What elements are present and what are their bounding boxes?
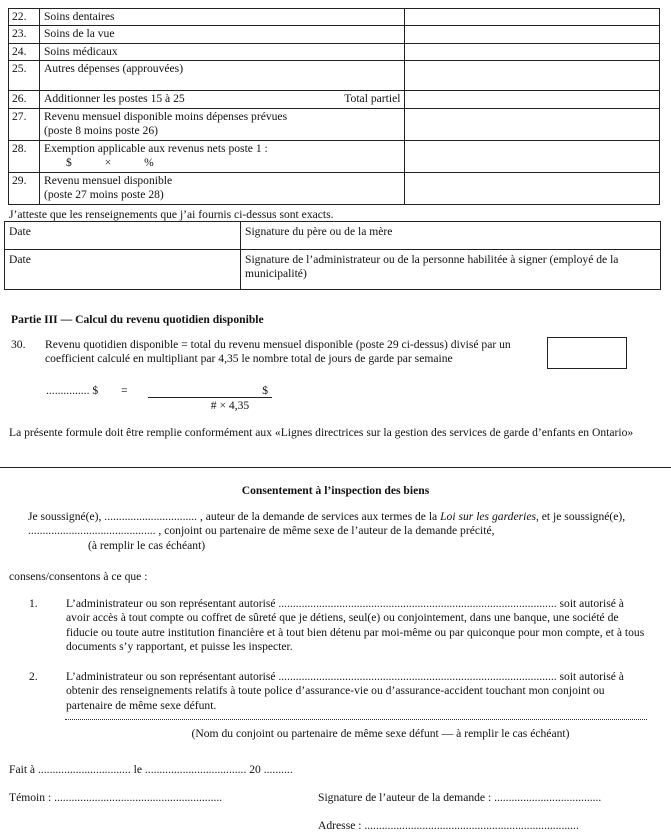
- times-sign: ×: [104, 156, 112, 170]
- row-label-cell: [39, 172, 404, 204]
- table-row: [9, 61, 660, 91]
- row-label-cell: [39, 108, 404, 140]
- row-label: Soins de la vue: [39, 26, 404, 43]
- item-30: [11, 338, 541, 367]
- amount-field[interactable]: [405, 9, 660, 26]
- amount-field[interactable]: [405, 108, 660, 140]
- amount-field[interactable]: [405, 43, 660, 60]
- place-date-line[interactable]: Fait à ................................ le ................................... 20 ..........: [9, 763, 293, 776]
- row-label: Autres dépenses (approuvées): [39, 61, 404, 91]
- expenses-table: [8, 8, 660, 205]
- daily-income-box[interactable]: [547, 337, 627, 369]
- signature-table: [4, 221, 661, 290]
- table-row: [9, 9, 660, 26]
- row-number: 27.: [9, 108, 40, 140]
- table-row: [9, 172, 660, 204]
- consent-intro: [28, 510, 648, 553]
- amount-field[interactable]: [405, 91, 660, 108]
- parent-signature-field[interactable]: Signature du père ou de la mère: [241, 222, 661, 250]
- section-title: Partie III — Calcul du revenu quotidien disponible: [11, 313, 264, 326]
- item-text: Revenu quotidien disponible = total du revenu mensuel disponible (poste 29 ci-dessus) divisé par un coefficient calculé en multipliant par 4,35 le nombre total de jours de garde par semaine: [45, 338, 511, 366]
- row-label-cell: [39, 140, 404, 172]
- row-sublabel: (poste 27 moins poste 28): [43, 188, 164, 202]
- signature-row: [5, 222, 661, 250]
- deceased-name-field[interactable]: [65, 714, 647, 720]
- item-number: 30.: [11, 338, 26, 351]
- row-number: 22.: [9, 9, 40, 26]
- equals-sign: =: [121, 384, 128, 397]
- deceased-name-caption: (Nom du conjoint ou partenaire de même sexe défunt — à remplir le cas échéant): [191, 727, 570, 740]
- row-sublabel: (poste 8 moins poste 26): [43, 124, 158, 138]
- law-name: Loi sur les garderies: [440, 510, 536, 523]
- formula-denominator: # × 4,35: [210, 399, 250, 412]
- point-text: L’administrateur ou son représentant autorisé ................................................................................................ soit autorisé à avoir accès à tout compte ou coffret de sûreté que je détiens, seul(e) ou conjointement, dans une banque, une société de fiducie ou toute autre institution financière et à tout bien détenu par moi-même ou par quiconque pour mon compte, et à tous documents s’y rapportant, et puisse les inspecter.: [66, 597, 645, 654]
- amount-field[interactable]: [405, 172, 660, 204]
- point-number: 1.: [29, 597, 38, 610]
- consent-point-1: [29, 597, 649, 655]
- dollar-sign: $: [65, 156, 72, 170]
- amount-field[interactable]: [405, 61, 660, 91]
- consent-point-2: [29, 670, 649, 713]
- row-number: 26.: [9, 91, 40, 108]
- row-number: 29.: [9, 172, 40, 204]
- intro-text-cont: , et je soussigné(e), ............................................ , conjoint ou partenaire de même sexe de l’auteur de la demande précité,: [28, 510, 626, 538]
- intro-text: Je soussigné(e), ................................ , auteur de la demande de services aux termes de la: [28, 510, 441, 523]
- row-label: Soins médicaux: [39, 43, 404, 60]
- table-row: [9, 91, 660, 108]
- row-label-subtotal: [39, 91, 404, 108]
- amount-field[interactable]: [405, 26, 660, 43]
- table-row: [9, 43, 660, 60]
- row-number: 23.: [9, 26, 40, 43]
- table-row: [9, 140, 660, 172]
- row-label: Soins dentaires: [39, 9, 404, 26]
- attestation-text: J’atteste que les renseignements que j’ai fournis ci-dessus sont exacts.: [9, 208, 334, 221]
- consent-title: Consentement à l’inspection des biens: [241, 484, 430, 497]
- applicant-signature-line[interactable]: Signature de l’auteur de la demande : .....................................: [318, 791, 602, 804]
- formula-numerator: $: [148, 384, 272, 398]
- intro-note: (à remplir le cas échéant): [88, 538, 206, 552]
- point-text: L’administrateur ou son représentant autorisé ................................................................................................ soit autorisé à obtenir des renseignements relatifs à toute police d’assurance-vie ou d’assurance-accident touchant mon conjoint ou partenaire de même sexe défunt.: [66, 670, 624, 712]
- date-field[interactable]: Date: [5, 250, 241, 290]
- administrator-signature-field[interactable]: Signature de l’administrateur ou de la personne habilitée à signer (employé de la municipalité): [241, 250, 661, 290]
- amount-field[interactable]: [405, 140, 660, 172]
- formula-result: ............... $: [46, 384, 99, 397]
- table-row: [9, 108, 660, 140]
- subtotal-label: Total partiel: [344, 92, 401, 106]
- consent-agree: consens/consentons à ce que :: [9, 570, 148, 583]
- row-label: Revenu mensuel disponible: [43, 173, 173, 187]
- address-line[interactable]: Adresse : ..........................................................................: [318, 819, 579, 832]
- row-number: 24.: [9, 43, 40, 60]
- percent-sign: %: [144, 156, 154, 170]
- witness-line[interactable]: Témoin : ..........................................................: [9, 791, 223, 804]
- table-row: [9, 26, 660, 43]
- row-label: Additionner les postes 15 à 25: [43, 92, 185, 106]
- signature-row: [5, 250, 661, 290]
- row-label: Revenu mensuel disponible moins dépenses prévues: [43, 109, 288, 123]
- row-number: 25.: [9, 61, 40, 91]
- guidelines-note: La présente formule doit être remplie conformément aux «Lignes directrices sur la gestion des services de garde d’enfants en Ontario»: [9, 426, 634, 439]
- date-field[interactable]: Date: [5, 222, 241, 250]
- row-number: 28.: [9, 140, 40, 172]
- point-number: 2.: [29, 670, 38, 683]
- exemption-calc: [44, 156, 400, 170]
- section-divider: [0, 467, 671, 468]
- row-label: Exemption applicable aux revenus nets poste 1 :: [43, 141, 268, 155]
